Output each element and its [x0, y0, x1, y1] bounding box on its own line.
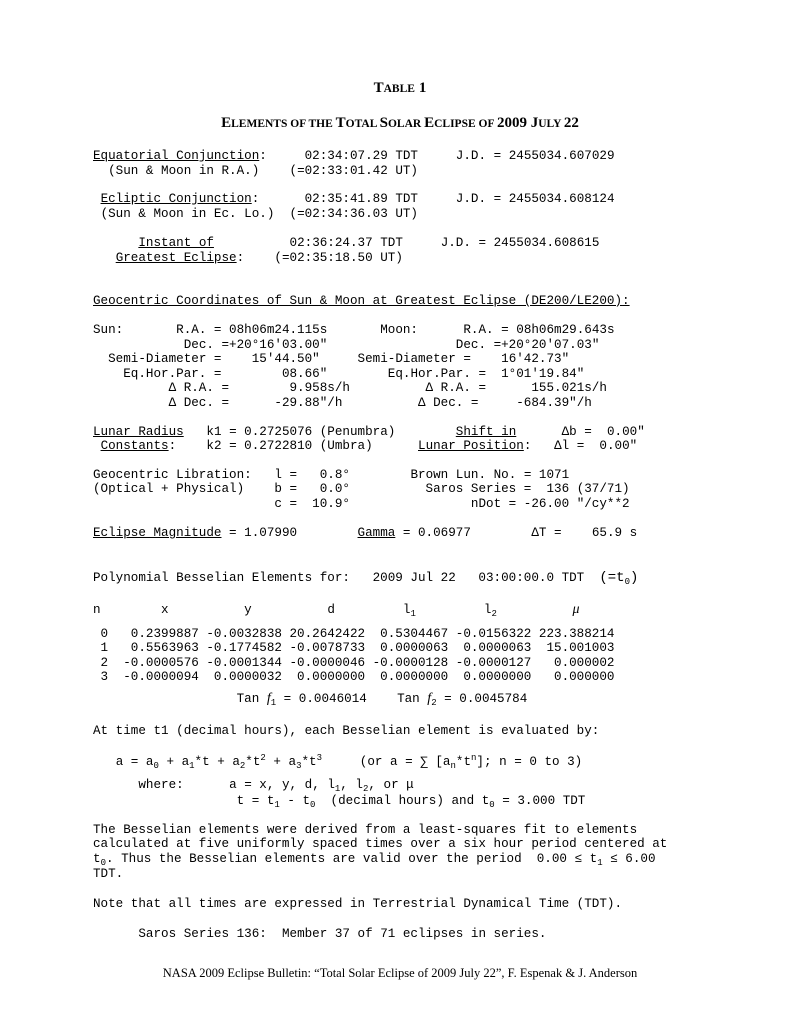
besselian-row: 1 0.5563963 -0.1774582 -0.0078733 0.0000063 0.0000063 15.001003 [93, 641, 615, 655]
where-line-1: where: a = x, y, d, $l_1$, $l_2$, or μ [138, 778, 414, 794]
libration-line-2: (Optical + Physical) b = 0.0° Saros Series = 136 (37/71) [93, 482, 630, 496]
ecliptic-conjunction-line: Ecliptic Conjunction: 02:35:41.89 TDT J.D. = 2455034.608124 [100, 192, 615, 206]
title-part: 2009 J [496, 115, 539, 131]
title-part: E [424, 115, 435, 131]
paragraph-line: TDT. [93, 867, 124, 881]
geocentric-heading: Geocentric Coordinates of Sun & Moon at Greatest Eclipse (DE200/LE200): [93, 294, 630, 308]
besselian-row: 2 -0.0000576 -0.0001344 -0.0000046 -0.0000128 -0.0000127 0.000002 [93, 656, 615, 670]
geocentric-row-3: Semi-Diameter = 15'44.50" Semi-Diameter = 16'42.73" [108, 352, 570, 366]
saros-member-line: Saros Series 136: Member 37 of 71 eclipses in series. [138, 927, 547, 941]
magnitude-line: Eclipse Magnitude = 1.07990 Gamma = 0.06977 ΔT = 65.9 s [93, 526, 638, 540]
equatorial-conjunction-line: Equatorial Conjunction: 02:34:07.29 TDT J.D. = 2455034.607029 [93, 149, 615, 163]
title-part: ULY [538, 118, 564, 130]
lunar-radius-line: Lunar Radius k1 = 0.2725076 (Penumbra) Shift in Δb = 0.00" [93, 425, 645, 439]
libration-line-3: c = 10.9° nDot = -26.00 "/cy**2 [274, 497, 630, 511]
besselian-heading: Polynomial Besselian Elements for: 2009 Jul 22 03:00:00.0 TDT $(=t_0)$ [93, 570, 639, 587]
where-line-2: $t = t_1 - t_0$ (decimal hours) and $t_0 = 3.000$ TDT [236, 794, 586, 810]
tdt-note: Note that all times are expressed in Terrestrial Dynamical Time (TDT). [93, 897, 623, 911]
besselian-row: 0 0.2399887 -0.0032838 20.2642422 0.5304467 -0.0156322 223.388214 [93, 627, 615, 641]
title-part: T [335, 115, 346, 131]
instant-greatest-eclipse-sub: Greatest Eclipse: (=02:35:18.50 UT) [115, 251, 403, 265]
instant-greatest-eclipse-line: Instant of 02:36:24.37 TDT J.D. = 2455034.608615 [138, 236, 600, 250]
title-part: LEMENTS OF THE [231, 118, 336, 130]
table-number: TABLE 1 [373, 80, 427, 96]
table-title [0, 114, 800, 132]
title-part: S [379, 115, 388, 131]
title-part: 22 [563, 115, 579, 131]
title-part: OTAL [345, 118, 380, 130]
title-part: OLAR [387, 118, 425, 130]
equatorial-conjunction-sub: (Sun & Moon in R.A.) (=02:33:01.42 UT) [108, 164, 418, 178]
paragraph-line: $t_0$. Thus the Besselian elements are valid over the period $0.00 \le t_1 \le 6.00$ [93, 852, 656, 868]
title-part: CLIPSE OF [434, 118, 497, 130]
paragraph-line: The Besselian elements were derived from a least-squares fit to elements [93, 823, 638, 837]
paragraph-line: calculated at five uniformly spaced times over a six hour period centered at [93, 837, 668, 851]
geocentric-row-6: Δ Dec. = -29.88"/h Δ Dec. = -684.39"/h [168, 396, 592, 410]
evaluation-formula: $a = a_0 + a_1*t + a_2*t^2 + a_3*t^3$ (or a = ∑ $[a_n*t^n]$; n = 0 to 3) [115, 753, 583, 771]
geocentric-row-4: Eq.Hor.Par. = 08.66" Eq.Hor.Par. = 1°01'19.84" [123, 367, 585, 381]
besselian-row: 3 -0.0000094 0.0000032 0.0000000 0.0000000 0.0000000 0.000000 [93, 670, 615, 684]
title-part: E [221, 115, 232, 131]
geocentric-row-2: Dec. =+20°16'03.00" Dec. =+20°20'07.03" [183, 338, 600, 352]
besselian-column-headers: n x y d $l_1$ $l_2$ μ [93, 602, 580, 619]
geocentric-row-5: Δ R.A. = 9.958s/h Δ R.A. = 155.021s/h [168, 381, 607, 395]
tan-f-line: Tan $f_1 = 0.0046014$ Tan $f_2 = 0.0045784$ [236, 691, 528, 708]
libration-line-1: Geocentric Libration: l = 0.8° Brown Lun. No. = 1071 [93, 468, 570, 482]
lunar-constants-line: Constants: k2 = 0.2722810 (Umbra) Lunar Position: Δl = 0.00" [100, 439, 638, 453]
ecliptic-conjunction-sub: (Sun & Moon in Ec. Lo.) (=02:34:36.03 UT) [100, 207, 418, 221]
evaluation-intro: At time t1 (decimal hours), each Besselian element is evaluated by: [93, 724, 600, 738]
geocentric-row-1: Sun: R.A. = 08h06m24.115s Moon: R.A. = 08h06m29.643s [93, 323, 615, 337]
footer-citation: NASA 2009 Eclipse Bulletin: “Total Solar Eclipse of 2009 July 22”, F. Espenak & J. Anderson [162, 966, 638, 980]
